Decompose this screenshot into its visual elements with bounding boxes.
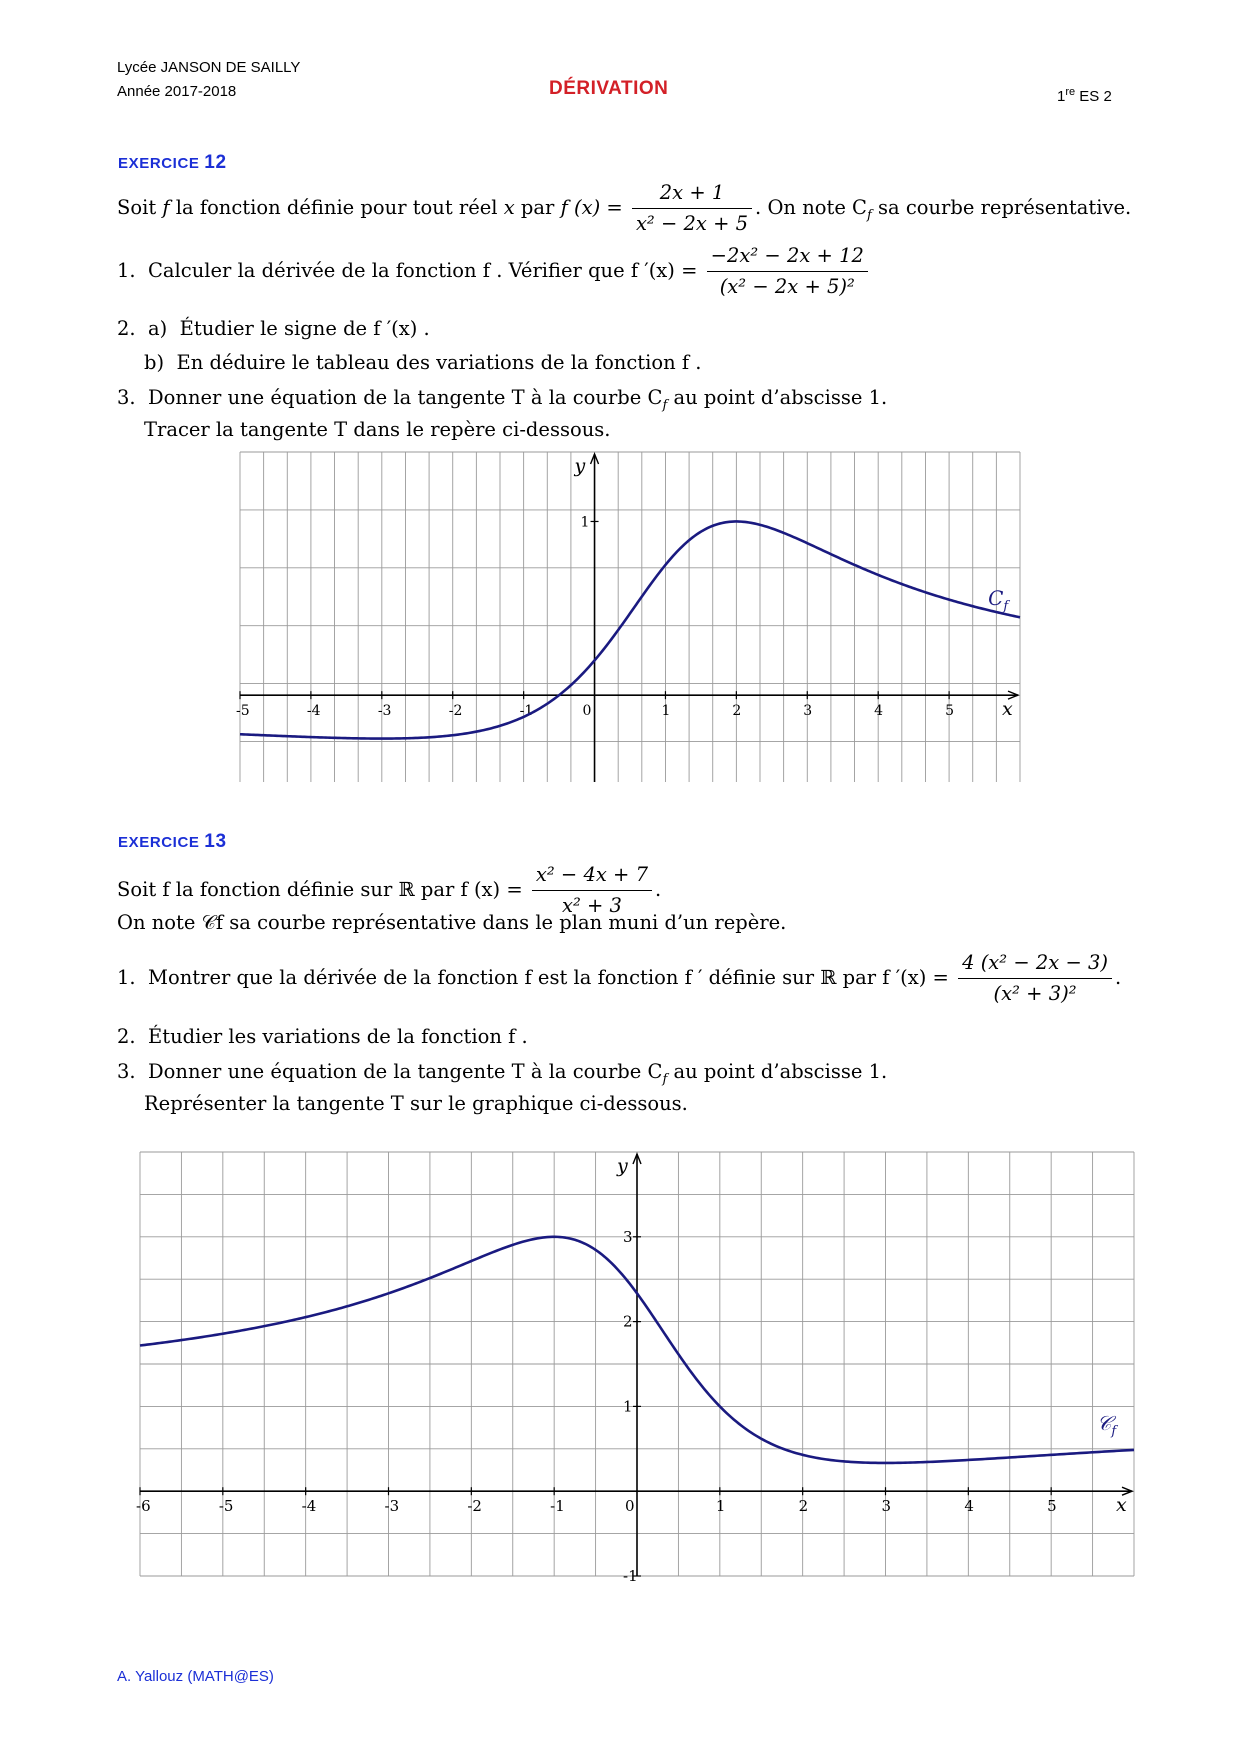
- ex13-y-axis-label: y: [617, 1155, 628, 1177]
- y-tick-label: -1: [623, 1567, 638, 1585]
- exercise-13-intro: Soit f la fonction définie sur ℝ par f (x) = $\frac{\text{x² − 4x + 7}}{\text{x² + 3}}$ .: [117, 863, 662, 917]
- ex13-question-1: 1. Montrer que la dérivée de la fonction f est la fonction f ′ définie sur ℝ par f ′(x) = $\frac{\text{4 (x² − 2x − 3)}}{\text{(x² + 3)²}}$ .: [117, 951, 1122, 1005]
- ex12-question-1: 1. Calculer la dérivée de la fonction f . Vérifier que f ′(x) = $\frac{\text{−2x² − 2x + 12}}{\text{(x² − 2x + 5)²}}$: [117, 243, 871, 300]
- ex12-question-2a: 2. a) Étudier le signe de f ′(x) .: [117, 317, 430, 340]
- x-tick-label: -3: [384, 1497, 400, 1516]
- ex12-question-3: 3. Donner une équation de la tangente T à la courbe $C_f$ au point d’abscisse 1.: [117, 386, 888, 413]
- ex13-derivative-fraction: $\frac{\text{4 (x² − 2x − 3)}}{\text{(x² + 3)²}}$: [958, 950, 1112, 1007]
- page-title: DÉRIVATION: [549, 78, 669, 99]
- x-tick-label: -4: [301, 1497, 317, 1516]
- x-tick-label: 1: [715, 1497, 726, 1516]
- ex13-axes: [140, 1154, 1132, 1576]
- x-tick-label: 2: [798, 1497, 809, 1516]
- ex12-curve-label: $C_f$: [988, 585, 1009, 614]
- school-year: Année 2017-2018: [117, 83, 237, 100]
- x-tick-label: 5: [945, 703, 955, 720]
- x-tick-label: -1: [550, 1497, 565, 1516]
- y-tick-label: 3: [623, 1227, 633, 1246]
- x-tick-label: -1: [519, 703, 534, 720]
- ex12-axes: [240, 454, 1018, 782]
- y-tick-label: 1: [580, 514, 590, 531]
- ex12-f-fraction: $\frac{2x + 1}{\text{x² − 2x + 5}}$: [632, 180, 752, 237]
- ex12-grid: [240, 452, 1020, 782]
- x-tick-label: 0: [625, 1497, 635, 1516]
- exercise-12-intro: Soit f la fonction définie pour tout réel x par f (x) = $\frac{2x + 1}{\text{x² − 2x + 5}}$ . On note $C_f$ sa courbe représentative.: [117, 181, 1132, 235]
- x-tick-label: 5: [1047, 1497, 1057, 1516]
- exercise-13-line2: On note 𝒞f sa courbe représentative dans le plan muni d’un repère.: [117, 911, 787, 934]
- footer-author: A. Yallouz (MATH@ES): [117, 1668, 274, 1685]
- ex12-derivative-fraction: $\frac{\text{−2x² − 2x + 12}}{\text{(x² − 2x + 5)²}}$: [707, 243, 868, 300]
- x-tick-label: -2: [467, 1497, 482, 1516]
- class-label: 1re ES 2: [1057, 86, 1112, 105]
- ex12-question-2b: b) En déduire le tableau des variations de la fonction f .: [144, 351, 702, 374]
- ex13-graph: [136, 1152, 1140, 1585]
- ex12-graph: [236, 452, 1020, 792]
- ex13-question-3: 3. Donner une équation de la tangente T à la courbe $C_f$ au point d’abscisse 1.: [117, 1060, 888, 1087]
- x-tick-label: 1: [661, 703, 671, 720]
- x-tick-label: 4: [874, 703, 884, 720]
- school-name: Lycée JANSON DE SAILLY: [117, 59, 301, 76]
- ex13-f-fraction: $\frac{\text{x² − 4x + 7}}{\text{x² + 3}}$: [532, 862, 652, 919]
- x-tick-label: -3: [377, 703, 392, 720]
- y-tick-label: 1: [623, 1397, 633, 1416]
- x-tick-label: 2: [732, 703, 742, 720]
- ex12-curve: [240, 521, 1020, 738]
- x-tick-label: 4: [964, 1497, 974, 1516]
- exercise-13-title: EXERCICE 13: [118, 831, 227, 852]
- ex13-x-axis-label: x: [1116, 1494, 1127, 1517]
- ex13-curve-label: 𝒞$_f$: [1096, 1411, 1117, 1440]
- x-tick-label: 3: [803, 703, 813, 720]
- ex12-y-axis-label: y: [574, 455, 586, 477]
- exercise-12-title: EXERCICE 12: [118, 152, 227, 173]
- x-tick-label: -5: [218, 1497, 234, 1516]
- x-tick-label: -6: [136, 1497, 151, 1516]
- x-tick-label: -4: [306, 703, 321, 720]
- ex13-question-2: 2. Étudier les variations de la fonction f .: [117, 1025, 528, 1048]
- x-tick-label: -2: [448, 703, 463, 720]
- ex13-question-3-line2: Représenter la tangente T sur le graphique ci-dessous.: [144, 1092, 688, 1115]
- x-tick-label: 3: [881, 1497, 892, 1516]
- x-tick-label: -5: [236, 703, 250, 720]
- ex12-question-3-line2: Tracer la tangente T dans le repère ci-dessous.: [144, 418, 611, 441]
- ex12-x-axis-label: x: [1002, 698, 1013, 721]
- y-tick-label: 2: [623, 1312, 633, 1331]
- x-tick-label: 0: [582, 703, 592, 720]
